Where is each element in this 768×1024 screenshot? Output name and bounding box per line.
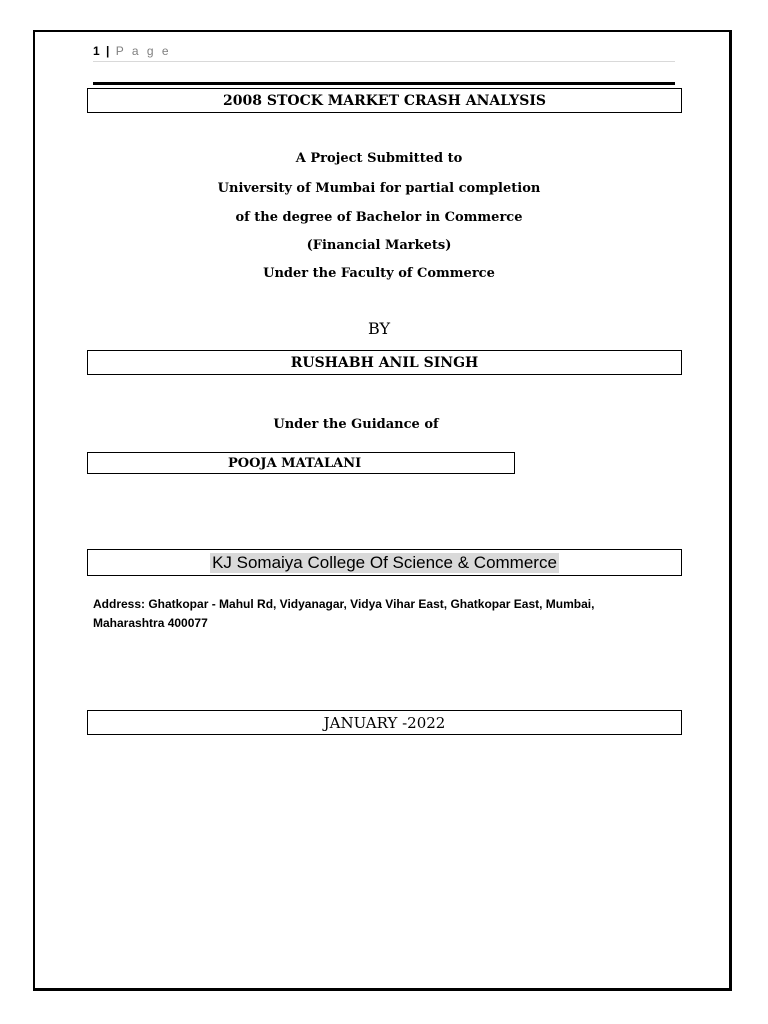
guide-box — [87, 452, 515, 474]
page-separator: | — [106, 44, 110, 58]
submission-line-1: A Project Submitted to — [295, 151, 463, 166]
page-header — [93, 44, 171, 58]
college-name: KJ Somaiya College Of Science & Commerce — [212, 552, 557, 572]
submission-line-2: University of Mumbai for partial completion — [217, 181, 541, 196]
page-border — [33, 30, 732, 991]
page-number: 1 — [93, 44, 101, 58]
header-rule-thick — [93, 82, 675, 85]
by-label: BY — [367, 319, 391, 338]
header-rule-thin — [93, 61, 675, 62]
title-box — [87, 88, 682, 113]
submission-line-5: Under the Faculty of Commerce — [263, 266, 495, 281]
guidance-label: Under the Guidance of — [273, 417, 439, 432]
address: Address: Ghatkopar - Mahul Rd, Vidyanagar, Vidya Vihar East, Ghatkopar East, Mumbai, Maharashtra 400077 — [93, 597, 595, 630]
page-word: P a g e — [115, 44, 172, 58]
author-name: RUSHABH ANIL SINGH — [290, 354, 479, 371]
submission-line-3: of the degree of Bachelor in Commerce — [235, 210, 523, 225]
college-box — [87, 549, 682, 576]
submission-date: JANUARY -2022 — [323, 713, 446, 732]
date-box — [87, 710, 682, 735]
document-title: 2008 STOCK MARKET CRASH ANALYSIS — [223, 92, 546, 109]
author-box — [87, 350, 682, 375]
guide-name: POOJA MATALANI — [228, 455, 362, 471]
submission-line-4: (Financial Markets) — [306, 238, 452, 253]
